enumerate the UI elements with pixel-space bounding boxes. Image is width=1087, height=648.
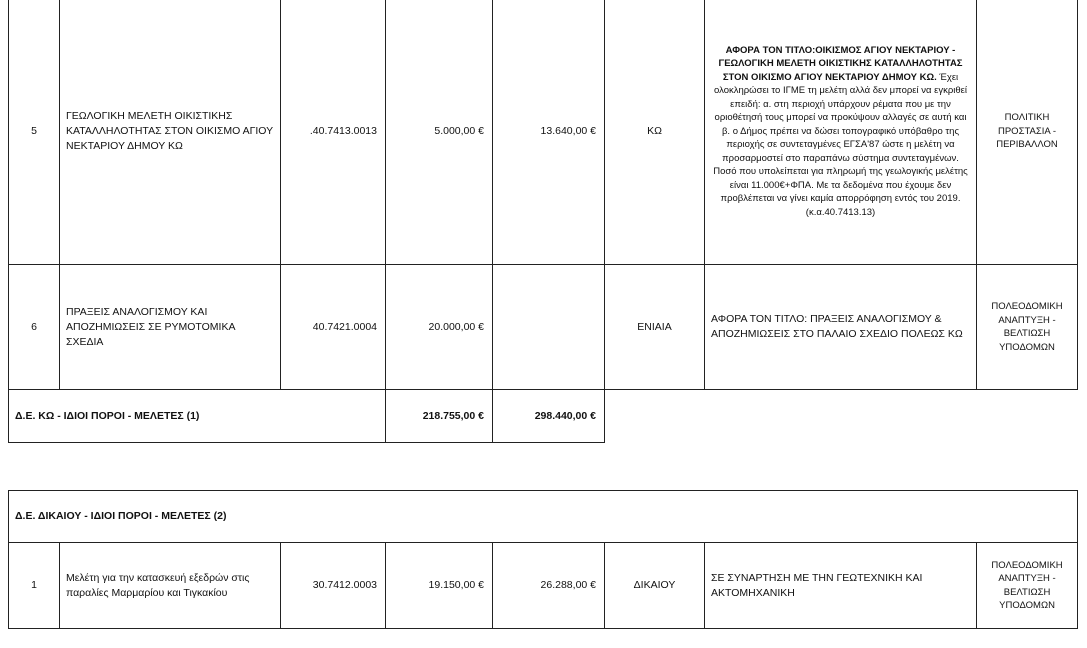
total-row (9, 390, 1078, 443)
section-header: Δ.Ε. ΔΙΚΑΙΟΥ - ΙΔΙΟΙ ΠΟΡΟΙ - ΜΕΛΕΤΕΣ (2) (9, 491, 1078, 543)
location: ΕΝΙΑΙΑ (605, 265, 705, 390)
total-empty (605, 390, 1078, 443)
row-number: 6 (9, 265, 60, 390)
total-label: Δ.Ε. ΚΩ - ΙΔΙΟΙ ΠΟΡΟΙ - ΜΕΛΕΤΕΣ (1) (9, 390, 386, 443)
project-title: Μελέτη για την κατασκευή εξεδρών στις παραλίες Μαρμαρίου και Τιγκακίου (60, 543, 281, 629)
category: ΠΟΛΕΟΔΟΜΙΚΗ ΑΝΑΠΤΥΞΗ - ΒΕΛΤΙΩΣΗ ΥΠΟΔΟΜΩΝ (977, 265, 1078, 390)
row-number: 5 (9, 0, 60, 265)
amount-total (493, 265, 605, 390)
budget-code: .40.7413.0013 (281, 0, 386, 265)
amount-2019: 5.000,00 € (386, 0, 493, 265)
studies-table-kos (8, 0, 1078, 443)
studies-table-dikaiou (8, 490, 1078, 629)
location: ΔΙΚΑΙΟΥ (605, 543, 705, 629)
project-title: ΓΕΩΛΟΓΙΚΗ ΜΕΛΕΤΗ ΟΙΚΙΣΤΙΚΗΣ ΚΑΤΑΛΛΗΛΟΤΗΤΑΣ ΣΤΟΝ ΟΙΚΙΣΜΟ ΑΓΙΟΥ ΝΕΚΤΑΡΙΟΥ ΔΗΜΟΥ ΚΩ (60, 0, 281, 265)
amount-2019: 19.150,00 € (386, 543, 493, 629)
section-header-row (9, 491, 1078, 543)
remarks-text: Έχει ολοκληρώσει το ΙΓΜΕ τη μελέτη αλλά δεν μπορεί να εγκριθεί επειδή: α. στη περιοχή υπάρχουν ρέματα που με την οριοθέτησή τους μπορεί να προκύψουν αλλαγές σε αυτή και β. ο Δήμος πρέπει να δώσει τοπογραφικό υπόβαθρο της περιοχής σε συντεταγμένες ΕΓΣΑ'87 ώστε η μελέτη να προσαρμοστεί στο παραπάνω σύστημα συντεταγμένων. Ποσό που υπολείπεται για πληρωμή της γεωλογικής μελέτης είναι 11.000€+ΦΠΑ. Με τα δεδομένα που έχουμε δεν προβλέπεται να γίνει καμία απορρόφηση εντός του 2019. (κ.α.40.7413.13) (713, 71, 968, 218)
amount-2019: 20.000,00 € (386, 265, 493, 390)
category: ΠΟΛΙΤΙΚΗ ΠΡΟΣΤΑΣΙΑ - ΠΕΡΙΒΑΛΛΟΝ (977, 0, 1078, 265)
remarks: ΑΦΟΡΑ ΤΟΝ ΤΙΤΛΟ: ΠΡΑΞΕΙΣ ΑΝΑΛΟΓΙΣΜΟΥ & ΑΠΟΖΗΜΙΩΣΕΙΣ ΣΤΟ ΠΑΛΑΙΟ ΣΧΕΔΙΟ ΠΟΛΕΩΣ ΚΩ (705, 265, 977, 390)
amount-total: 13.640,00 € (493, 0, 605, 265)
remarks: ΣΕ ΣΥΝΑΡΤΗΣΗ ΜΕ ΤΗΝ ΓΕΩΤΕΧΝΙΚΗ ΚΑΙ ΑΚΤΟΜΗΧΑΝΙΚΗ (705, 543, 977, 629)
table-row (9, 543, 1078, 629)
budget-code: 30.7412.0003 (281, 543, 386, 629)
amount-total: 26.288,00 € (493, 543, 605, 629)
remarks-title: ΑΦΟΡΑ ΤΟΝ ΤΙΤΛΟ:ΟΙΚΙΣΜΟΣ ΑΓΙΟΥ ΝΕΚΤΑΡΙΟΥ - ΓΕΩΛΟΓΙΚΗ ΜΕΛΕΤΗ ΟΙΚΙΣΤΙΚΗΣ ΚΑΤΑΛΛΗΛΟΤΗΤΑΣ ΣΤΟΝ ΟΙΚΙΣΜΟ ΑΓΙΟΥ ΝΕΚΤΑΡΙΟΥ ΔΗΜΟΥ ΚΩ. (718, 44, 963, 83)
total-amount-2019: 218.755,00 € (386, 390, 493, 443)
location: ΚΩ (605, 0, 705, 265)
budget-code: 40.7421.0004 (281, 265, 386, 390)
table-row (9, 0, 1078, 265)
table-row (9, 265, 1078, 390)
total-amount: 298.440,00 € (493, 390, 605, 443)
category: ΠΟΛΕΟΔΟΜΙΚΗ ΑΝΑΠΤΥΞΗ - ΒΕΛΤΙΩΣΗ ΥΠΟΔΟΜΩΝ (977, 543, 1078, 629)
remarks (705, 0, 977, 265)
project-title: ΠΡΑΞΕΙΣ ΑΝΑΛΟΓΙΣΜΟΥ ΚΑΙ ΑΠΟΖΗΜΙΩΣΕΙΣ ΣΕ ΡΥΜΟΤΟΜΙΚΑ ΣΧΕΔΙΑ (60, 265, 281, 390)
row-number: 1 (9, 543, 60, 629)
